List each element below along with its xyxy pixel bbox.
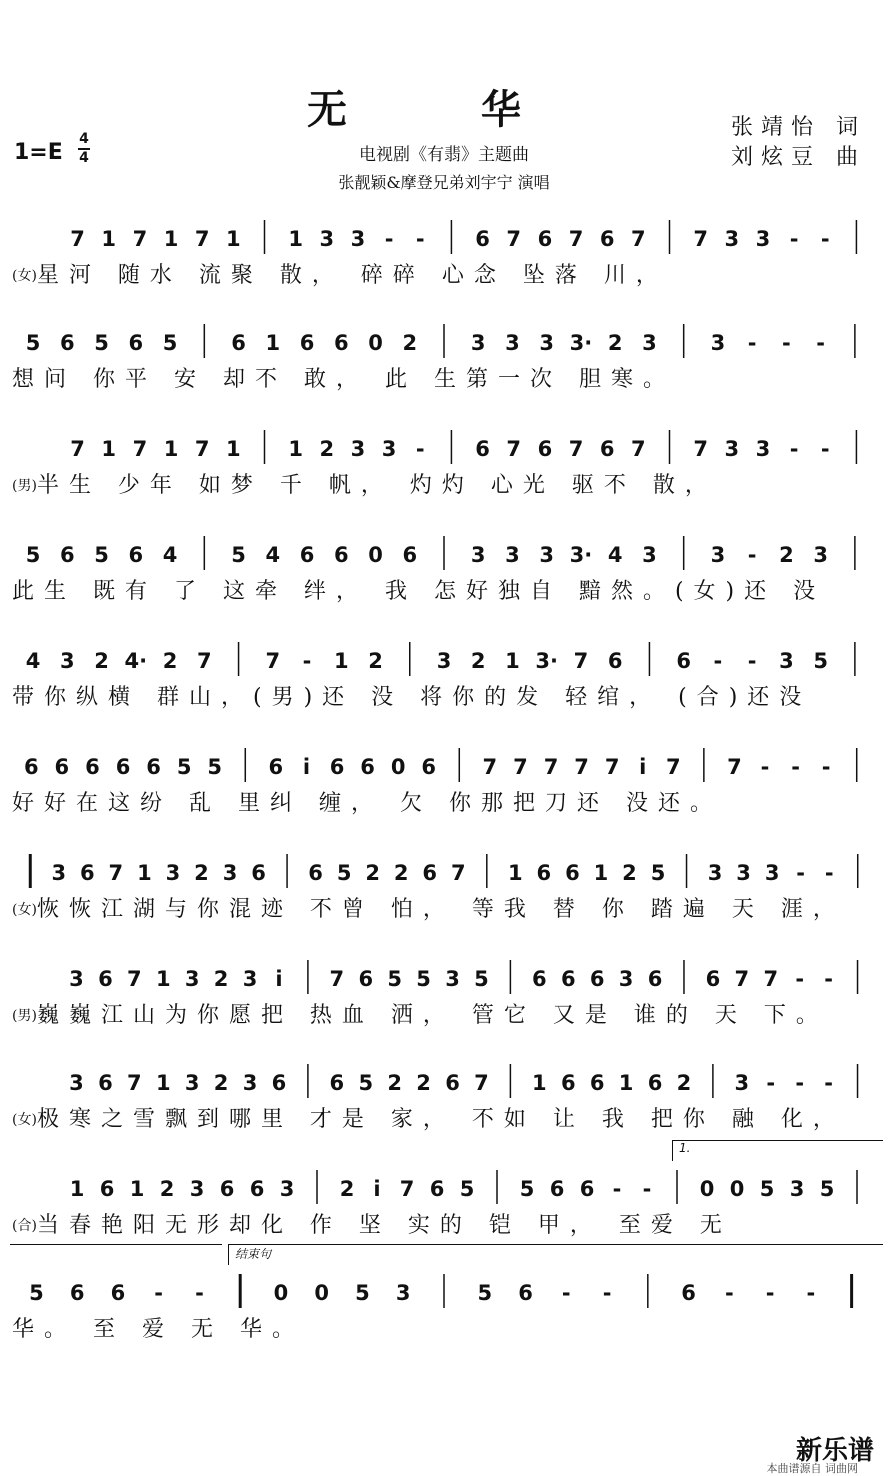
note: - — [154, 1281, 164, 1305]
note: - — [820, 437, 830, 461]
note: 7 — [727, 755, 742, 779]
note: 3 — [618, 967, 634, 991]
note: 6 — [329, 1071, 345, 1095]
note: 7 — [573, 649, 589, 673]
note: - — [724, 1281, 734, 1305]
note: 6 — [421, 755, 437, 779]
note: 2 — [213, 967, 229, 991]
note: 1 — [532, 1071, 547, 1095]
note: 5 — [94, 331, 109, 355]
note: i — [302, 755, 311, 779]
note: 6 — [128, 331, 144, 355]
ending-bracket: 结束句 — [228, 1244, 883, 1265]
note: 7 — [734, 967, 750, 991]
repeat-line — [10, 1244, 222, 1245]
score-system — [0, 218, 888, 322]
lyric-text: 当春艳阳无形却化 作 坚 实的 铠 甲， 至爱 无 — [36, 1213, 732, 1238]
note: 7 — [450, 861, 466, 885]
note: 7 — [70, 437, 85, 461]
note: 2 — [387, 1071, 402, 1095]
score-system — [0, 428, 888, 532]
note: 6 — [532, 967, 547, 991]
note: 6 — [579, 1177, 595, 1201]
note: 7 — [543, 755, 559, 779]
note: 3 — [724, 227, 740, 251]
note: - — [747, 331, 757, 355]
lyric-line — [12, 786, 880, 817]
note: 5 — [759, 1177, 775, 1201]
note: 7 — [329, 967, 345, 991]
note: i — [275, 967, 283, 991]
note: - — [713, 649, 723, 673]
score-system — [0, 534, 888, 638]
note: 3 — [222, 861, 238, 885]
note: 3 — [710, 331, 726, 355]
note: 6 — [360, 755, 375, 779]
note: - — [642, 1177, 652, 1201]
note: i — [639, 755, 647, 779]
key-signature: 1=E — [14, 140, 63, 165]
note: 6 — [69, 1281, 85, 1305]
note: - — [760, 755, 770, 779]
note: 6 — [98, 967, 113, 991]
note: 7 — [604, 755, 620, 779]
note: 3 — [69, 1071, 84, 1095]
note: 1 — [155, 1071, 171, 1095]
note: 6 — [560, 967, 576, 991]
note: 1 — [69, 1177, 85, 1201]
note: 6 — [537, 227, 553, 251]
lyric-text: 此生 既有 了 这牵 绊， 我 怎好独自 黯然。(女)还 没 — [12, 579, 826, 604]
note: 6 — [146, 755, 161, 779]
note: - — [384, 227, 394, 251]
note: 7 — [574, 755, 589, 779]
note: 2 — [162, 649, 178, 673]
note: 3 — [184, 967, 200, 991]
source-note: 本曲谱源自 词曲网 — [766, 1462, 858, 1475]
lyric-line — [12, 362, 880, 393]
note: 1 — [129, 1177, 145, 1201]
note: 7 — [399, 1177, 415, 1201]
note: 6 — [115, 755, 131, 779]
lyric-line — [12, 468, 880, 499]
note: 0 — [729, 1177, 745, 1201]
note: 3 — [189, 1177, 205, 1201]
note: 5 — [25, 331, 41, 355]
note: 6 — [271, 1071, 287, 1095]
note: 6 — [705, 967, 721, 991]
note: 6 — [60, 543, 75, 567]
time-signature — [78, 132, 90, 166]
note: 6 — [128, 543, 144, 567]
voice-tag: (女) — [12, 902, 37, 918]
note: 6 — [676, 649, 691, 673]
note: 3 — [350, 227, 366, 251]
note: - — [789, 227, 799, 251]
note: 1 — [618, 1071, 634, 1095]
note: - — [782, 331, 791, 355]
note: 5 — [519, 1177, 535, 1201]
note: 0 — [368, 331, 383, 355]
note: 6 — [402, 543, 418, 567]
note: 3 — [505, 543, 520, 567]
note: 6 — [429, 1177, 445, 1201]
note: 3· — [569, 543, 593, 567]
note: 6 — [599, 227, 615, 251]
note: 7 — [194, 227, 210, 251]
note: 6 — [599, 437, 615, 461]
note: 3 — [755, 437, 771, 461]
note: 3 — [165, 861, 181, 885]
note: 7 — [568, 227, 584, 251]
voice-tag: (女) — [12, 268, 37, 284]
note: 3 — [539, 331, 555, 355]
note: 1 — [505, 649, 520, 673]
note: - — [747, 543, 757, 567]
note: 1 — [137, 861, 152, 885]
voice-tag: (合) — [12, 1218, 37, 1234]
score-system — [0, 322, 888, 426]
lyric-text: 恢恢江湖与你混迹 不曾 怕， 等我 替 你 踏遍 天 涯， — [36, 897, 845, 922]
note: 2 — [607, 331, 623, 355]
lyric-line — [12, 1102, 880, 1133]
note: 3 — [470, 331, 486, 355]
lyric-text: 星河 随水 流聚 散， 碎碎 心念 坠落 川， — [36, 263, 668, 288]
lyric-line — [12, 892, 880, 923]
note: 3· — [535, 649, 559, 673]
lyric-line — [12, 680, 880, 711]
lyric-text: 华。 至 爱 无 华。 — [12, 1317, 304, 1342]
note: 3 — [184, 1071, 200, 1095]
score-system — [0, 640, 888, 744]
note: 3 — [350, 437, 366, 461]
singers: 张靓颖&摩登兄弟刘宇宁 演唱 — [338, 173, 550, 192]
note: 6 — [589, 1071, 605, 1095]
note: 2 — [779, 543, 794, 567]
note: 4 — [607, 543, 623, 567]
time-top: 4 — [79, 131, 89, 147]
note: 5 — [387, 967, 402, 991]
lyric-text: 极寒之雪飘到哪里 才是 家， 不如 让 我 把你 融 化， — [36, 1107, 845, 1132]
lyricist: 张靖怡 词 — [731, 115, 866, 140]
note: 3 — [279, 1177, 295, 1201]
site-logo: 新乐谱 — [795, 1436, 874, 1466]
note: 7 — [108, 861, 124, 885]
note: 6 — [98, 1071, 113, 1095]
note: 6 — [231, 331, 246, 355]
lyric-text: 带你纵横 群山，(男)还 没 将你的发 轻绾， (合)还没 — [12, 685, 812, 710]
note: 6 — [422, 861, 438, 885]
note: 7 — [665, 755, 681, 779]
note: 3 — [734, 1071, 750, 1095]
note: 7 — [631, 227, 646, 251]
note: 2 — [393, 861, 409, 885]
note: 3 — [764, 861, 780, 885]
note: 1 — [163, 437, 179, 461]
note: 2 — [416, 1071, 431, 1095]
score-system — [0, 746, 888, 850]
score-system — [0, 958, 888, 1062]
note: 6 — [80, 861, 95, 885]
note: - — [816, 331, 825, 355]
note: 2 — [365, 861, 380, 885]
note: 1 — [226, 227, 241, 251]
note: 4 — [25, 649, 41, 673]
score-system — [0, 852, 888, 956]
note: 7 — [513, 755, 528, 779]
note: 6 — [219, 1177, 235, 1201]
note: 7 — [132, 437, 148, 461]
note: 0 — [273, 1281, 289, 1305]
note: 3 — [813, 543, 828, 567]
note: 3 — [60, 649, 75, 673]
note: 3 — [642, 331, 657, 355]
note: 2 — [159, 1177, 175, 1201]
note: 5 — [29, 1281, 44, 1305]
note: 6 — [99, 1177, 115, 1201]
score-system — [0, 1272, 888, 1376]
note: 3· — [569, 331, 593, 355]
note: 6 — [60, 331, 75, 355]
note: 7 — [474, 1071, 489, 1095]
note: 6 — [549, 1177, 565, 1201]
note: 3 — [707, 861, 723, 885]
note: 5 — [207, 755, 223, 779]
note: 4 — [265, 543, 281, 567]
note: 6 — [589, 967, 605, 991]
note: 2 — [319, 437, 335, 461]
note: 7 — [127, 1071, 142, 1095]
note: 1 — [333, 649, 349, 673]
note: 3 — [710, 543, 726, 567]
note: 5 — [25, 543, 41, 567]
note: 7 — [506, 227, 522, 251]
note: 3 — [242, 1071, 258, 1095]
note: - — [612, 1177, 622, 1201]
note: 3 — [436, 649, 452, 673]
note: 6 — [536, 861, 552, 885]
note: - — [415, 437, 425, 461]
lyric-text: 想问 你平 安 却不 敢， 此 生第一次 胆寒。 — [12, 367, 675, 392]
composer: 刘炫豆 曲 — [731, 145, 866, 170]
note: - — [824, 861, 834, 885]
time-bottom: 4 — [79, 150, 89, 166]
note: 6 — [565, 861, 580, 885]
note: 7 — [70, 227, 85, 251]
note: 2 — [402, 331, 418, 355]
note: - — [561, 1281, 571, 1305]
note: 2 — [470, 649, 486, 673]
note: 1 — [593, 861, 609, 885]
note: 6 — [249, 1177, 265, 1201]
note: - — [302, 649, 312, 673]
note: 0 — [314, 1281, 330, 1305]
note: 6 — [251, 861, 266, 885]
note: 6 — [681, 1281, 696, 1305]
note: 6 — [308, 861, 323, 885]
note: 5 — [459, 1177, 475, 1201]
note: 6 — [647, 1071, 663, 1095]
note: 6 — [54, 755, 70, 779]
note: 7 — [631, 437, 646, 461]
note: 2 — [194, 861, 209, 885]
note: 4· — [124, 649, 148, 673]
note: - — [602, 1281, 612, 1305]
note: 5 — [176, 755, 192, 779]
note: 2 — [368, 649, 383, 673]
note: 6 — [537, 437, 553, 461]
note: - — [824, 1071, 833, 1095]
note: 5 — [650, 861, 666, 885]
note: - — [415, 227, 425, 251]
note: 1 — [155, 967, 171, 991]
note: 1 — [163, 227, 179, 251]
lyric-line — [12, 1312, 880, 1343]
note: 7 — [265, 649, 281, 673]
note: i — [373, 1177, 381, 1201]
note: 2 — [622, 861, 637, 885]
note: - — [795, 1071, 805, 1095]
note: - — [747, 649, 757, 673]
note: 7 — [194, 437, 210, 461]
note: 7 — [693, 437, 708, 461]
note: 1 — [101, 227, 117, 251]
note: 2 — [339, 1177, 355, 1201]
note: 7 — [197, 649, 212, 673]
note: - — [806, 1281, 816, 1305]
note: 3 — [470, 543, 486, 567]
voice-tag: (男) — [12, 1008, 37, 1024]
note: 3 — [736, 861, 751, 885]
note: 3 — [319, 227, 335, 251]
note: 7 — [132, 227, 148, 251]
song-subtitle: 电视剧《有翡》主题曲 — [359, 145, 529, 165]
note: 7 — [506, 437, 522, 461]
voice-tag: (女) — [12, 1112, 37, 1128]
lyric-line — [12, 998, 880, 1029]
note: 3 — [395, 1281, 411, 1305]
note: 5 — [477, 1281, 493, 1305]
note: 3 — [505, 331, 520, 355]
note: 6 — [329, 755, 345, 779]
note: 7 — [482, 755, 498, 779]
note: 3 — [724, 437, 740, 461]
note: 6 — [333, 331, 349, 355]
note: 6 — [23, 755, 39, 779]
note: 0 — [699, 1177, 715, 1201]
note: 5 — [336, 861, 352, 885]
note: 5 — [231, 543, 246, 567]
note: 6 — [518, 1281, 533, 1305]
note: 5 — [819, 1177, 835, 1201]
note: 3 — [755, 227, 771, 251]
note: 5 — [813, 649, 828, 673]
note: 7 — [127, 967, 142, 991]
lyric-line — [12, 574, 880, 605]
note: 3 — [642, 543, 657, 567]
note: - — [195, 1281, 204, 1305]
note: 3 — [69, 967, 84, 991]
note: 1 — [288, 437, 303, 461]
note: - — [795, 967, 805, 991]
note: 6 — [268, 755, 284, 779]
note: 3 — [789, 1177, 805, 1201]
note: 2 — [213, 1071, 229, 1095]
note: - — [820, 227, 830, 251]
note: 6 — [85, 755, 100, 779]
note: 6 — [299, 543, 315, 567]
note: 6 — [475, 437, 490, 461]
lyric-text: 巍巍江山为你愿把 热血 洒， 管它 又是 谁的 天 下。 — [36, 1003, 828, 1028]
note: 5 — [94, 543, 109, 567]
note: 2 — [676, 1071, 692, 1095]
note: 5 — [162, 331, 178, 355]
note: - — [789, 437, 799, 461]
song-title: 无 华 — [307, 86, 581, 133]
note: - — [791, 755, 800, 779]
note: 6 — [475, 227, 490, 251]
note: 0 — [390, 755, 406, 779]
note: - — [765, 1281, 775, 1305]
note: 3 — [381, 437, 397, 461]
note: 7 — [568, 437, 584, 461]
note: 5 — [355, 1281, 370, 1305]
note: 4 — [162, 543, 178, 567]
note: 3 — [779, 649, 794, 673]
note: - — [766, 1071, 776, 1095]
note: 1 — [265, 331, 281, 355]
note: 2 — [94, 649, 109, 673]
note: 1 — [288, 227, 303, 251]
note: 6 — [333, 543, 349, 567]
note: 6 — [358, 967, 374, 991]
note: 6 — [560, 1071, 576, 1095]
note: 0 — [368, 543, 383, 567]
note: 6 — [299, 331, 315, 355]
note: 7 — [763, 967, 779, 991]
lyric-line — [12, 258, 880, 289]
note: - — [824, 967, 833, 991]
note: 1 — [101, 437, 117, 461]
note: 1 — [508, 861, 523, 885]
note: - — [821, 755, 831, 779]
note: 7 — [693, 227, 708, 251]
note: 6 — [647, 967, 663, 991]
note: 3 — [539, 543, 555, 567]
note: 3 — [51, 861, 67, 885]
lyric-line — [12, 1208, 880, 1239]
note: 3 — [445, 967, 460, 991]
note: 6 — [607, 649, 623, 673]
voice-tag: (男) — [12, 478, 37, 494]
volta-bracket: 1. — [672, 1140, 883, 1161]
note: 1 — [226, 437, 241, 461]
note: 3 — [242, 967, 258, 991]
lyric-text: 好好在这纷 乱 里纠 缠， 欠 你那把刀还 没还。 — [12, 791, 722, 816]
lyric-text: 半生 少年 如梦 千 帆， 灼灼 心光 驱不 散， — [36, 473, 717, 498]
note: 6 — [110, 1281, 126, 1305]
note: 5 — [474, 967, 489, 991]
note: 5 — [416, 967, 431, 991]
note: 6 — [445, 1071, 460, 1095]
note: 5 — [358, 1071, 374, 1095]
note: - — [796, 861, 806, 885]
